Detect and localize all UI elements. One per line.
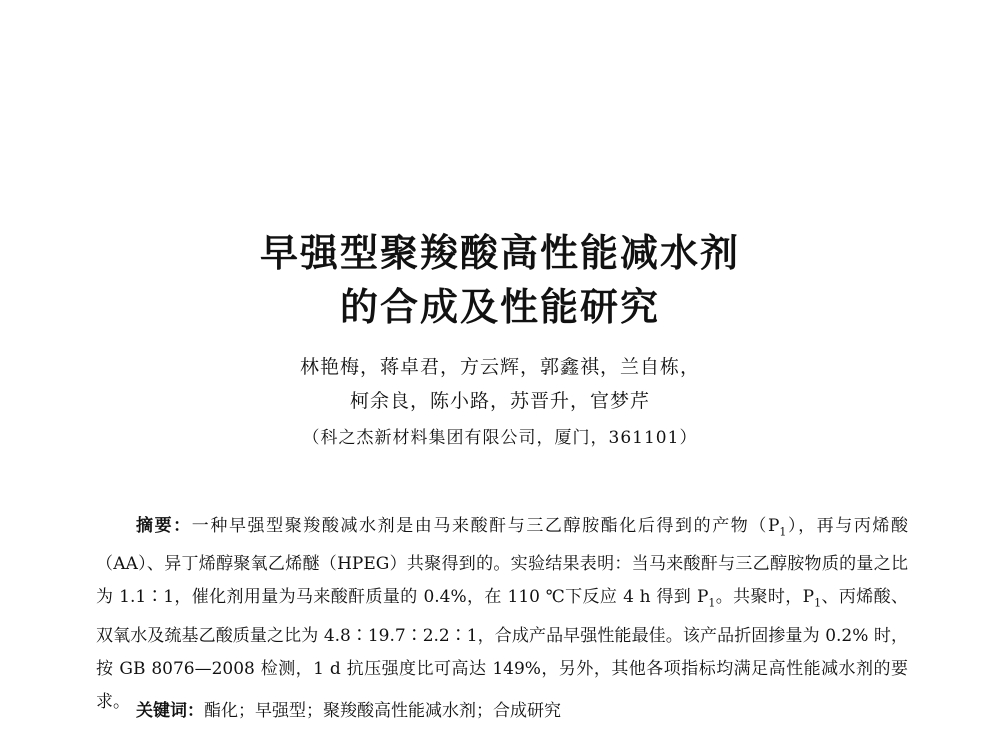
paper-title-line-1: 早强型聚羧酸高性能减水剂 <box>259 231 740 275</box>
abstract-subscript-1: 1 <box>779 525 787 539</box>
abstract-subscript-3: 1 <box>814 596 822 610</box>
authors-line-2: 柯余良，陈小路，苏晋升，官梦芹 <box>349 390 650 412</box>
affiliation: （科之杰新材料集团有限公司，厦门，361101） <box>302 428 698 448</box>
abstract-subscript-2: 1 <box>708 596 716 610</box>
keywords <box>136 695 916 728</box>
paper-title-line-2: 的合成及性能研究 <box>339 285 660 329</box>
authors-line-1: 林艳梅，蒋卓君，方云辉，郭鑫祺，兰自栋， <box>299 356 700 378</box>
keywords-label: 关键词： <box>136 701 204 721</box>
abstract-text-part-1: 一种早强型聚羧酸减水剂是由马来酸酐与三乙醇胺酯化后得到的产物（P <box>191 516 780 536</box>
abstract-text-part-2: ），再与丙烯酸（AA）、异丁烯醇聚氧乙烯醚（HPEG）共聚得到的。实验结果表明：当马来酸酐与三乙醇胺物质的量之比为 1.1∶1，催化剂用量为马来酸酐质量的 0.4%，在 110 ℃下反应 4 h 得到 P <box>96 516 909 608</box>
abstract-label: 摘要： <box>136 516 192 536</box>
abstract-text-part-3: 。共聚时，P <box>715 587 815 608</box>
abstract-text-part-4: 、丙烯酸、双氧水及巯基乙酸质量之比为 4.8∶19.7∶2.2∶1，合成产品早强性能最佳。该产品折固掺量为 0.2% 时，按 GB 8076—2008 检测，1 d 抗压强度比可高达 149%，另外，其他各项指标均满足高性能减水剂的要求。 <box>96 587 908 712</box>
abstract <box>96 510 908 719</box>
keywords-text: 酯化；早强型；聚羧酸高性能减水剂；合成研究 <box>204 701 561 721</box>
